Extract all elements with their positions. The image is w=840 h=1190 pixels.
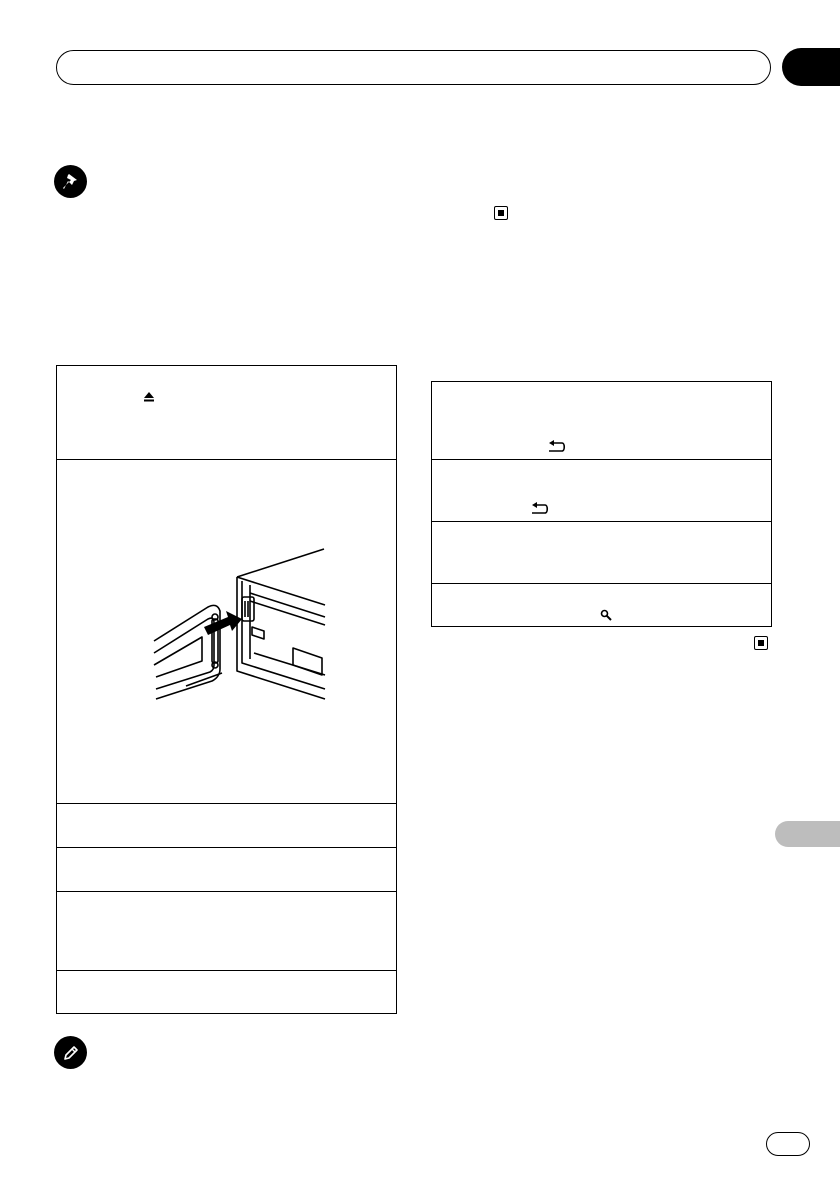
page-number-pill <box>766 1132 810 1156</box>
table-divider <box>57 847 396 848</box>
eject-icon <box>143 391 155 403</box>
return-arrow-icon <box>530 502 550 516</box>
table-divider <box>57 803 396 804</box>
troubleshooting-table-left <box>56 365 397 1014</box>
header-bar <box>56 50 771 85</box>
table-divider <box>57 459 396 460</box>
stop-square-icon <box>754 636 768 650</box>
pushpin-icon <box>54 165 87 198</box>
table-divider <box>432 521 771 522</box>
troubleshooting-table-right <box>431 381 772 627</box>
chapter-tab <box>782 48 840 86</box>
panel-attach-illustration <box>142 541 337 711</box>
search-icon <box>600 609 612 621</box>
table-divider <box>57 970 396 971</box>
section-side-tab <box>775 821 840 847</box>
stop-square-icon <box>494 206 508 220</box>
table-divider <box>57 891 396 892</box>
table-divider <box>432 583 771 584</box>
pencil-icon <box>54 1036 87 1069</box>
return-arrow-icon <box>547 440 567 454</box>
table-divider <box>432 459 771 460</box>
